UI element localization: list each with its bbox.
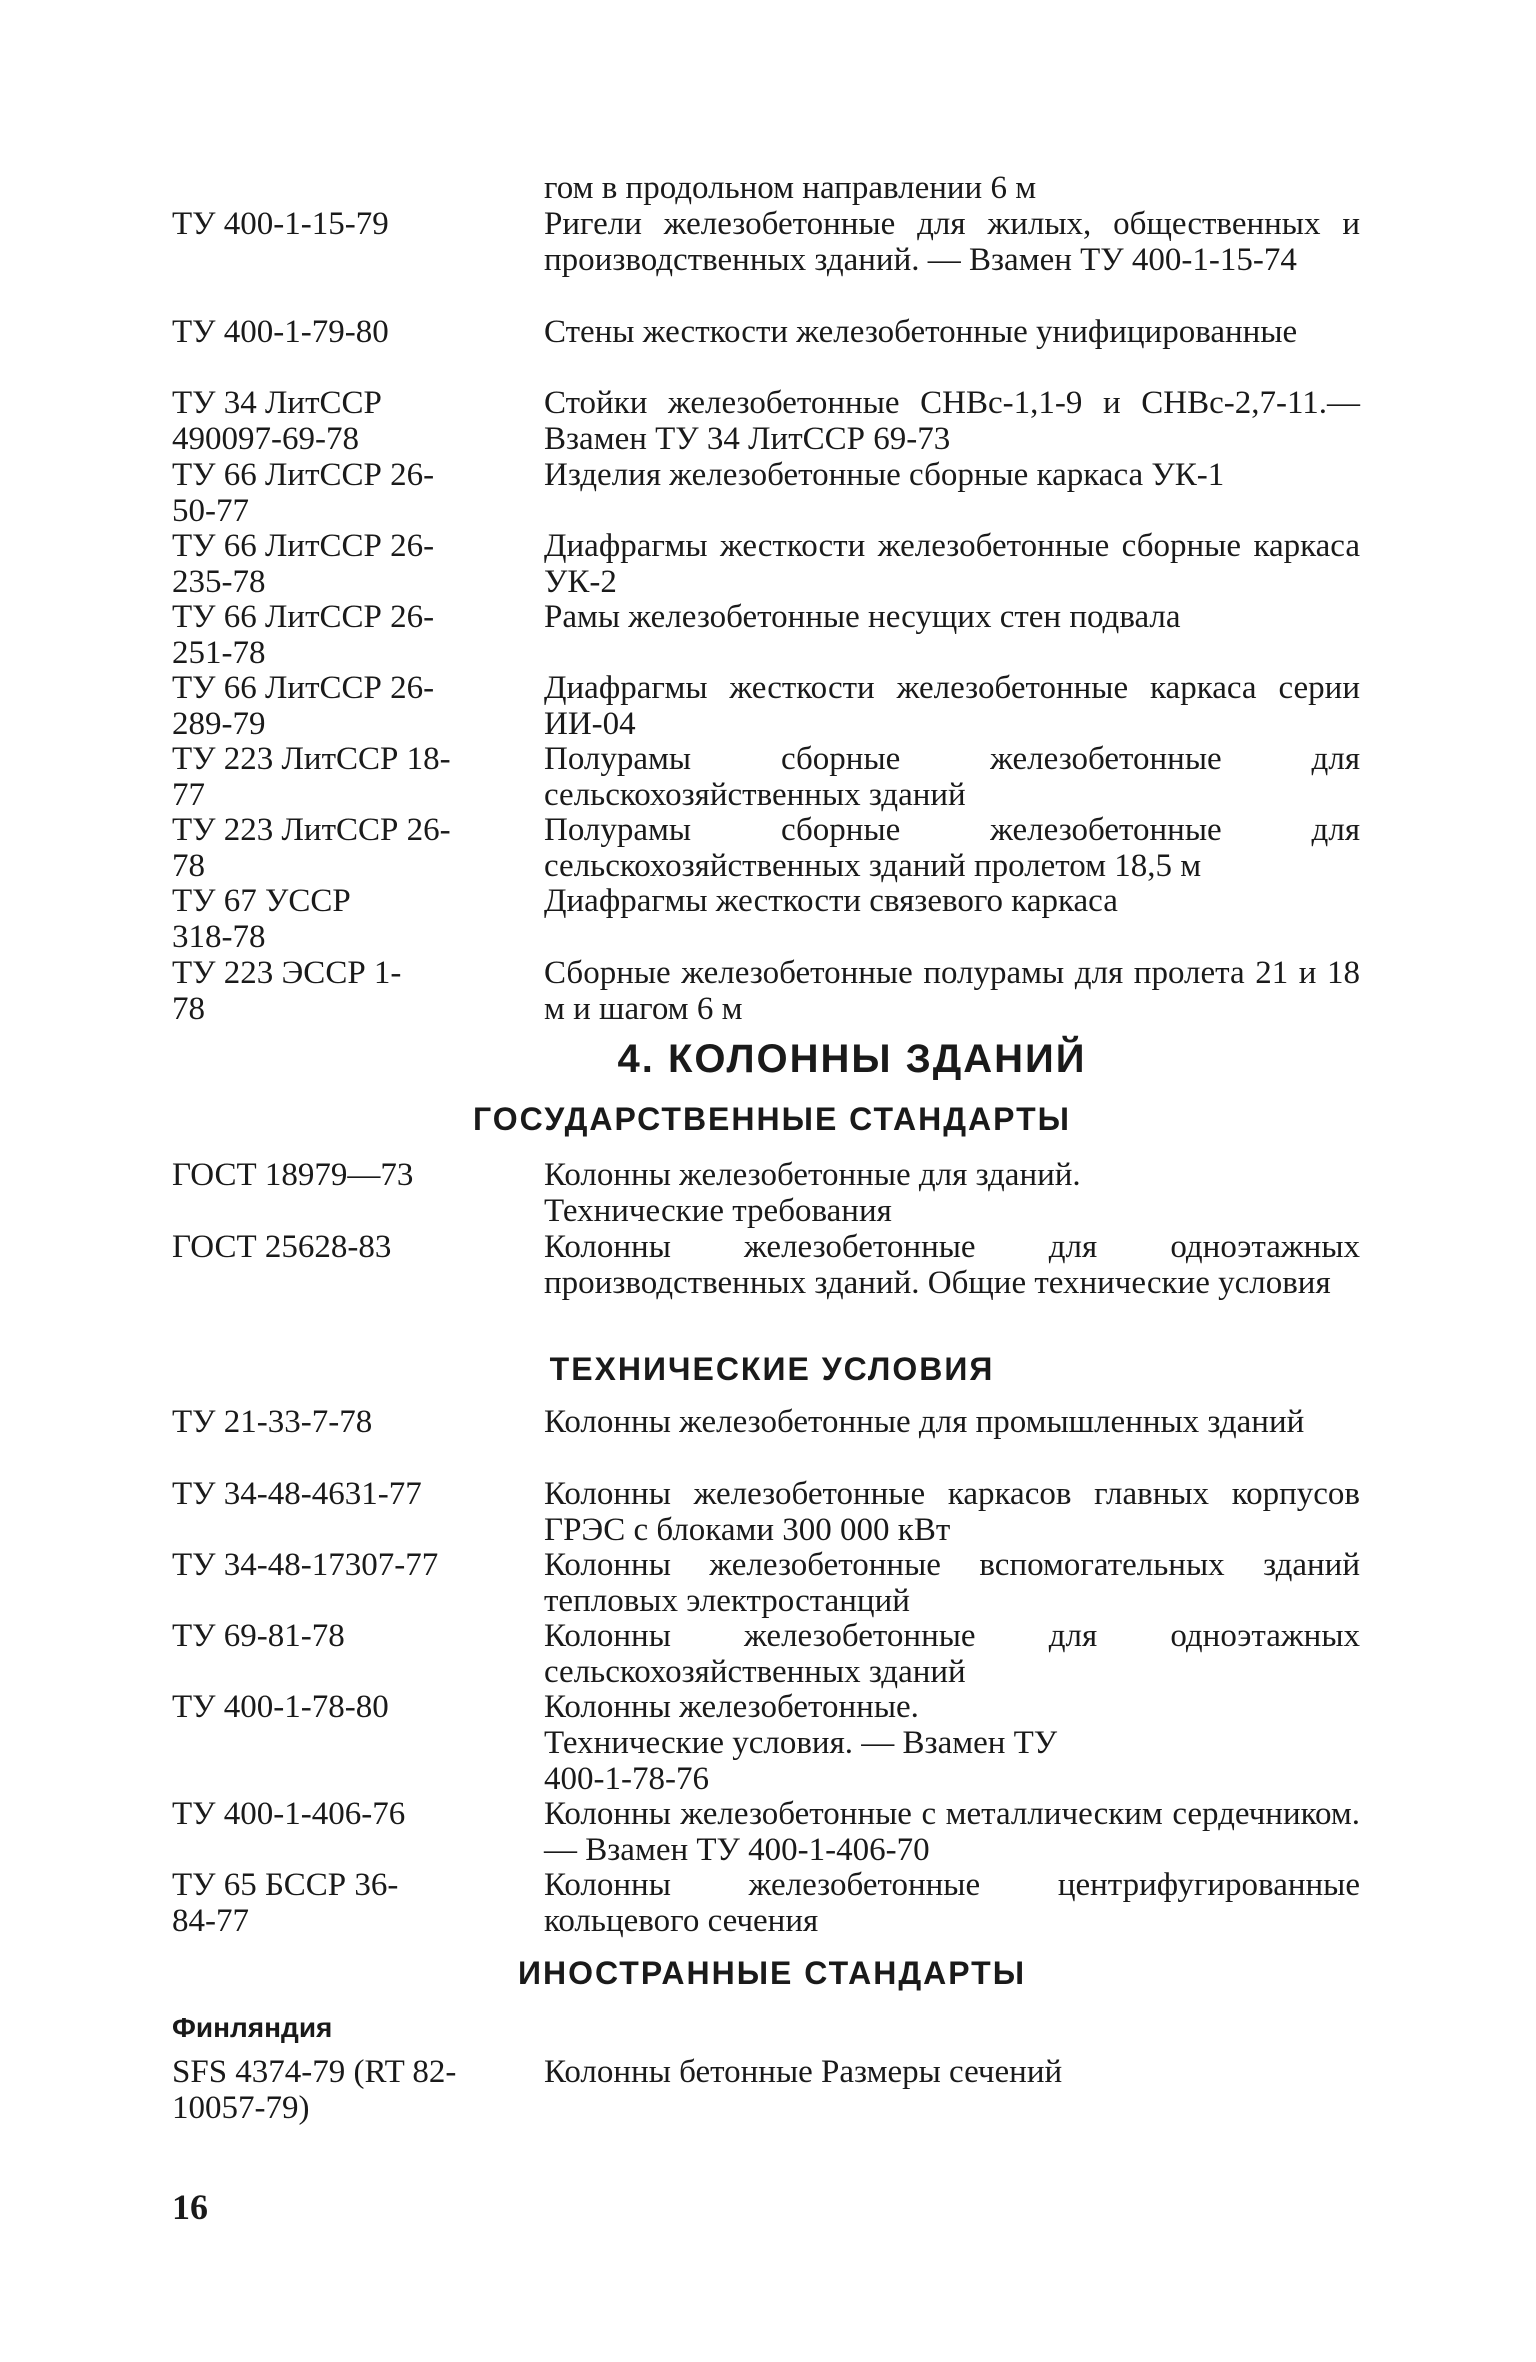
entry-code: ТУ 223 ЭССР 1-78 [172,955,402,1027]
entry-desc: Колонны железобетонные для одноэтажных сельскохозяйственных зданий [544,1618,1360,1690]
entry-code: ТУ 400-1-79-80 [172,314,389,350]
entry-code: ГОСТ 18979—73 [172,1157,414,1193]
entry-desc: Колонны железобетонные с металлическим сердечником. — Взамен ТУ 400-1-406-70 [544,1796,1360,1868]
entry-code: ТУ 69-81-78 [172,1618,345,1654]
entry-code: ТУ 21-33-7-78 [172,1404,373,1440]
entry-desc: Стойки железобетонные СНВс-1,1-9 и СНВс-2,7-11.— Взамен ТУ 34 ЛитССР 69-73 [544,385,1360,457]
entry-code: SFS 4374-79 (RT 82-10057-79) [172,2054,457,2126]
entry-code: ТУ 67 УССР 318-78 [172,883,351,955]
entry-desc: Диафрагмы жесткости связевого каркаса [544,883,1118,919]
entry-desc: Сборные железобетонные полурамы для пролета 21 и 18 м и шагом 6 м [544,955,1360,1027]
entry-desc: Колонны железобетонные каркасов главных корпусов ГРЭС с блоками 300 000 кВт [544,1476,1360,1548]
entry-code: ТУ 400-1-406-76 [172,1796,406,1832]
entry-desc: Колонны железобетонные вспомогательных зданий тепловых электростанций [544,1547,1360,1619]
entry-code: ТУ 34 ЛитССР 490097-69-78 [172,385,382,457]
entry-code: ГОСТ 25628-83 [172,1229,392,1265]
entry-desc: Колонны железобетонные для одноэтажных производственных зданий. Общие технические условия [544,1229,1360,1301]
entry-code: ТУ 66 ЛитССР 26-235-78 [172,528,435,600]
heading-technical-conditions: ТЕХНИЧЕСКИЕ УСЛОВИЯ [549,1351,995,1387]
entry-desc: Рамы железобетонные несущих стен подвала [544,599,1181,635]
country-label: Финляндия [172,2012,333,2043]
entry-code: ТУ 400-1-15-79 [172,206,389,242]
entry-code: ТУ 223 ЛитССР 26-78 [172,812,451,884]
entry-desc: Стены жесткости железобетонные унифицированные [544,314,1298,350]
entry-desc: Колонны железобетонные центрифугированные кольцевого сечения [544,1867,1360,1939]
heading-foreign-standards: ИНОСТРАННЫЕ СТАНДАРТЫ [517,1955,1027,1991]
entry-code: ТУ 34-48-4631-77 [172,1476,422,1512]
page-number: 16 [172,2187,208,2227]
entry-desc: Изделия железобетонные сборные каркаса УК-1 [544,457,1225,493]
entry-desc: Колонны железобетонные для зданий. Технические требования [544,1157,1081,1229]
heading-state-standards: ГОСУДАРСТВЕННЫЕ СТАНДАРТЫ [473,1101,1071,1137]
entry-desc: Диафрагмы жесткости железобетонные сборные каркаса УК-2 [544,528,1360,600]
entry-code: ТУ 66 ЛитССР 26-50-77 [172,457,435,529]
entry-desc: гом в продольном направлении 6 м [544,170,1037,206]
entry-desc: Ригели железобетонные для жилых, общественных и производственных зданий. — Взамен ТУ 400-1-15-74 [544,206,1360,278]
entry-desc: Полурамы сборные железобетонные для сельскохозяйственных зданий [544,741,1360,813]
entry-code: ТУ 65 БССР 36-84-77 [172,1867,399,1939]
entry-code: ТУ 66 ЛитССР 26-289-79 [172,670,435,742]
entry-desc: Колонны железобетонные. Технические условия. — Взамен ТУ 400-1-78-76 [544,1689,1058,1797]
entry-code: ТУ 34-48-17307-77 [172,1547,439,1583]
entry-desc: Диафрагмы жесткости железобетонные каркаса серии ИИ-04 [544,670,1360,742]
entry-desc: Колонны железобетонные для промышленных зданий [544,1404,1305,1440]
section-title: 4. КОЛОННЫ ЗДАНИЙ [617,1037,1087,1081]
entry-code: ТУ 66 ЛитССР 26-251-78 [172,599,435,671]
entry-code: ТУ 400-1-78-80 [172,1689,389,1725]
entry-code: ТУ 223 ЛитССР 18-77 [172,741,451,813]
entry-desc: Полурамы сборные железобетонные для сельскохозяйственных зданий пролетом 18,5 м [544,812,1360,884]
entry-desc: Колонны бетонные Размеры сечений [544,2054,1063,2090]
